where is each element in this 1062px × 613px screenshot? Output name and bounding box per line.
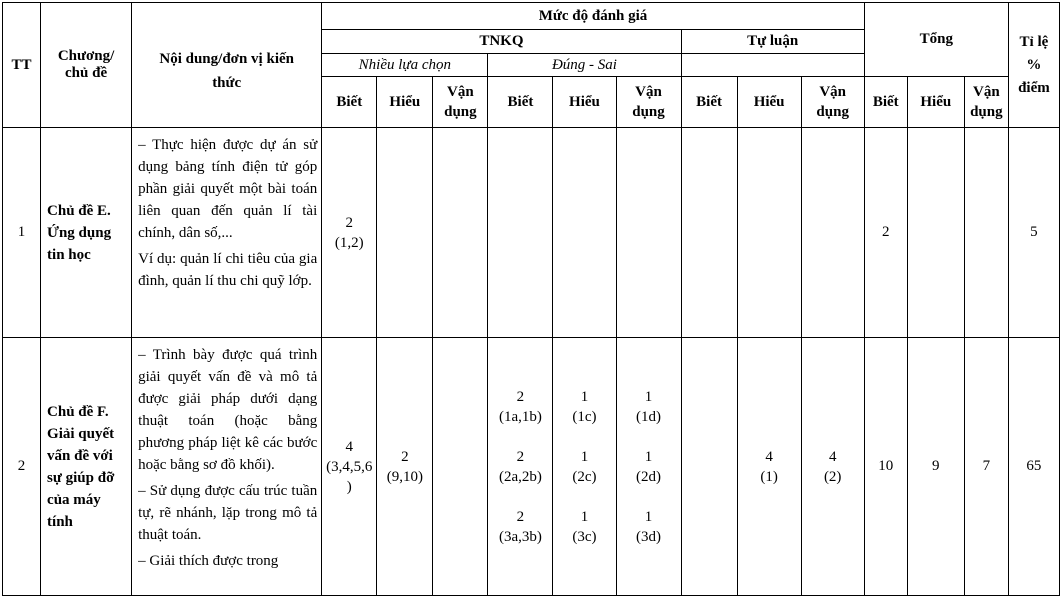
cell-tong-biet: 10 <box>864 338 907 596</box>
cell-tl-vd <box>801 128 864 338</box>
row-chapter: Chủ đề E. Ứng dụng tin học <box>41 128 132 338</box>
cell-ds-vd <box>616 128 681 338</box>
cell-mcq-vd <box>433 338 488 596</box>
row-content <box>132 338 322 596</box>
table-row <box>3 338 1060 596</box>
cell-mcq-biet: 4 (3,4,5,6 ) <box>322 338 377 596</box>
cell-tl-hieu: 4 (1) <box>737 338 801 596</box>
cell-tong-vd: 7 <box>964 338 1008 596</box>
cell-mcq-vd <box>433 128 488 338</box>
cell-ds-hieu: 1 (1c) 1 (2c) 1 (3c) <box>553 338 616 596</box>
header-chapter: Chương/ chủ đề <box>41 3 132 128</box>
header-tu-luan-blank <box>681 54 864 77</box>
col-tong-vd: Vận dụng <box>964 77 1008 128</box>
header-nhieu-lua-chon: Nhiều lựa chọn <box>322 54 488 77</box>
cell-tong-vd <box>964 128 1008 338</box>
row-chapter: Chủ đề F. Giải quyết vấn đề với sự giúp đỡ của máy tính <box>41 338 132 596</box>
cell-ti-le: 5 <box>1008 128 1059 338</box>
cell-mcq-biet: 2 (1,2) <box>322 128 377 338</box>
col-ds-biet: Biết <box>488 77 553 128</box>
col-tong-hieu: Hiểu <box>907 77 964 128</box>
header-tt: TT <box>3 3 41 128</box>
cell-tong-biet: 2 <box>864 128 907 338</box>
content-item: – Giải thích được trong <box>138 553 279 569</box>
col-mcq-biet: Biết <box>322 77 377 128</box>
cell-tong-hieu <box>907 128 964 338</box>
col-ds-hieu: Hiểu <box>553 77 616 128</box>
content-item: Ví dụ: quản lí chi tiêu của gia đình, quản lí thu chi quỹ lớp. <box>138 251 318 289</box>
col-tong-biet: Biết <box>864 77 907 128</box>
cell-tong-hieu: 9 <box>907 338 964 596</box>
content-item: – Thực hiện được dự án sử dụng bảng tính điện tử góp phần giải quyết một bài toán liên quan đến quản lí tài chính, dân số,... <box>138 137 318 241</box>
col-tl-vd: Vận dụng <box>801 77 864 128</box>
row-tt: 2 <box>3 338 41 596</box>
cell-ds-vd: 1 (1d) 1 (2d) 1 (3d) <box>616 338 681 596</box>
col-mcq-hieu: Hiểu <box>377 77 433 128</box>
col-mcq-vd: Vận dụng <box>433 77 488 128</box>
row-tt: 1 <box>3 128 41 338</box>
header-level: Mức độ đánh giá <box>322 3 864 30</box>
cell-tl-hieu <box>737 128 801 338</box>
cell-mcq-hieu: 2 (9,10) <box>377 338 433 596</box>
cell-tl-biet <box>681 338 737 596</box>
col-ds-vd: Vận dụng <box>616 77 681 128</box>
header-tnkq: TNKQ <box>322 30 681 54</box>
header-dung-sai: Đúng - Sai <box>488 54 681 77</box>
header-content: Nội dung/đơn vị kiến thức <box>132 3 322 128</box>
col-tl-hieu: Hiểu <box>737 77 801 128</box>
cell-ds-biet <box>488 128 553 338</box>
header-ti-le: Tỉ lệ % điểm <box>1008 3 1059 128</box>
cell-tl-vd: 4 (2) <box>801 338 864 596</box>
content-item: – Sử dụng được cấu trúc tuần tự, rẽ nhánh, lặp trong mô tả thuật toán. <box>138 483 318 543</box>
col-tl-biet: Biết <box>681 77 737 128</box>
cell-mcq-hieu <box>377 128 433 338</box>
cell-ds-biet: 2 (1a,1b) 2 (2a,2b) 2 (3a,3b) <box>488 338 553 596</box>
cell-ti-le: 65 <box>1008 338 1059 596</box>
header-tong: Tổng <box>864 3 1008 77</box>
assessment-matrix-table <box>2 2 1060 596</box>
row-content <box>132 128 322 338</box>
cell-ds-hieu <box>553 128 616 338</box>
table-row <box>3 128 1060 338</box>
content-item: – Trình bày được quá trình giải quyết vấn đề và mô tả được giải pháp dưới dạng thuật toán (hoặc bằng phương pháp liệt kê các bước hoặc bằng sơ đồ khối). <box>138 347 318 473</box>
header-tu-luan: Tự luận <box>681 30 864 54</box>
cell-tl-biet <box>681 128 737 338</box>
